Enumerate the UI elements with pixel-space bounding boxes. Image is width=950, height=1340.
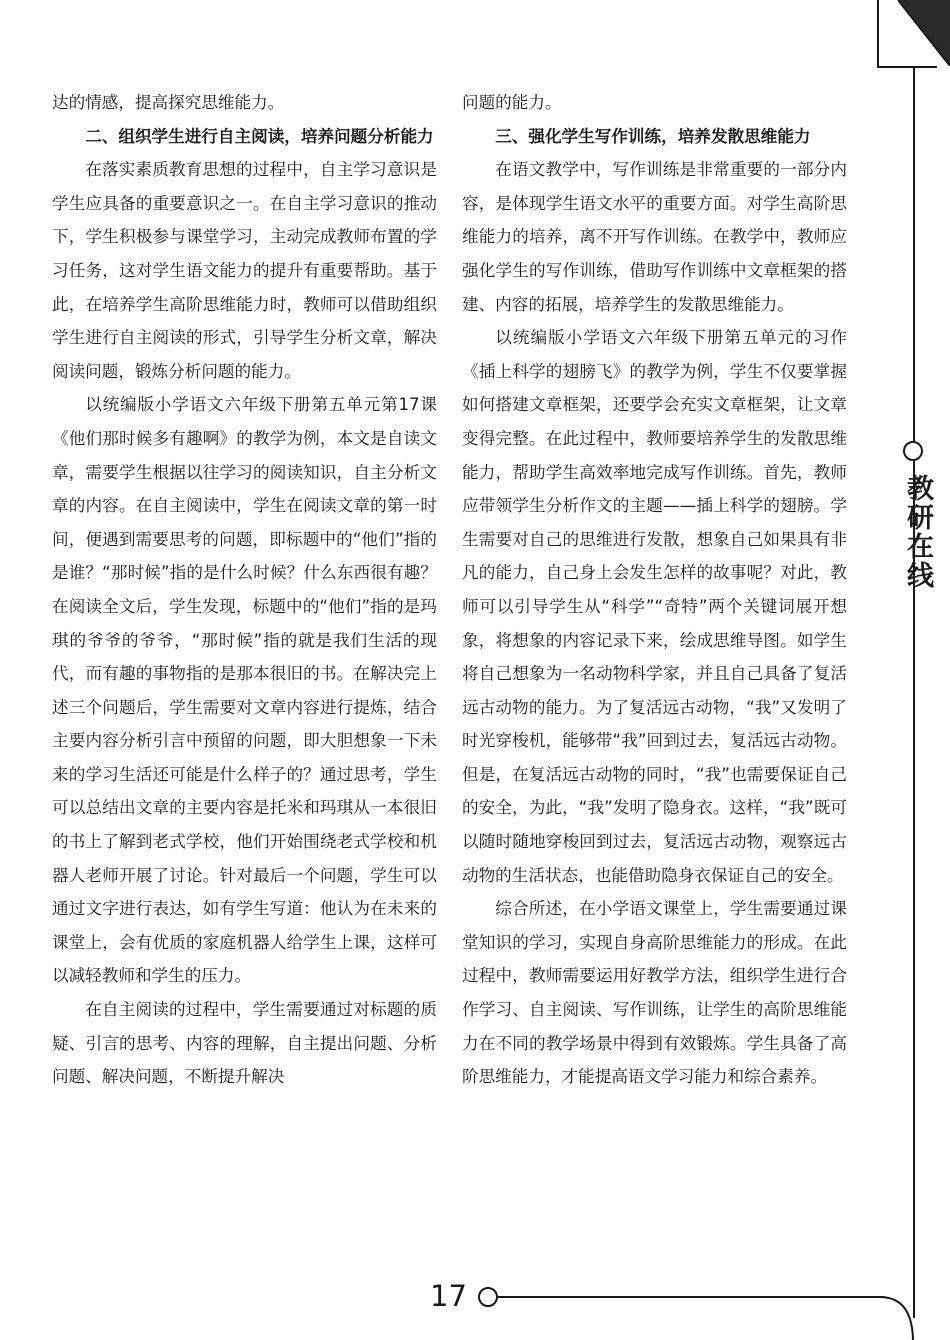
footer-rule <box>498 1296 884 1298</box>
paragraph: 在语文教学中，写作训练是非常重要的一部分内容，是体现学生语文水平的重要方面。对学生高阶思维能力的培养，离不开写作训练。在教学中，教师应强化学生的写作训练，借助写作训练中文章框架的搭建、内容的拓展，培养学生的发散思维能力。 <box>462 160 847 314</box>
paragraph: 以统编版小学语文六年级下册第五单元第17课《他们那时候多有趣啊》的教学为例，本文是自读文章，需要学生根据以往学习的阅读知识，自主分析文章的内容。在自主阅读中，学生在阅读文章的第一时间，便遇到需要思考的问题，即标题中的“他们”指的是谁？“那时候”指的是什么时候？什么东西很有趣？在阅读全文后，学生发现，标题中的“他们”指的是玛琪的爷爷的爷爷，“那时候”指的就是我们生活的现代，而有趣的事物指的是那本很旧的书。在解决完上述三个问题后，学生需要对文章内容进行提炼，结合主要内容分析引言中预留的问题，即大胆想象一下未来的学习生活还可能是什么样子的？通过思考，学生可以总结出文章的主要内容是托米和玛琪从一本很旧的书上了解到老式学校，他们开始围绕老式学校和机器人老师开展了讨论。针对最后一个问题，学生可以通过文字进行表达，如有学生写道：他认为在未来的课堂上，会有优质的家庭机器人给学生上课，这样可以减轻教师和学生的压力。 <box>52 395 437 986</box>
right-column <box>462 86 847 1094</box>
paragraph-continued: 达的情感，提高探究思维能力。 <box>52 93 285 112</box>
section-heading-3: 三、强化学生写作训练，培养发散思维能力 <box>495 126 811 146</box>
footer-circle-icon <box>478 1287 498 1307</box>
paragraph: 在自主阅读的过程中，学生需要通过对标题的质疑、引言的思考、内容的理解，自主提出问题、分析问题、解决问题，不断提升解决 <box>52 1000 437 1087</box>
footer-curve-icon <box>880 1296 916 1340</box>
left-column <box>52 86 437 1094</box>
paragraph-continued: 问题的能力。 <box>462 93 562 112</box>
paragraph: 以统编版小学语文六年级下册第五单元的习作《插上科学的翅膀飞》的教学为例，学生不仅要掌握如何搭建文章框架，还要学会充实文章框架，让文章变得完整。在此过程中，教师要培养学生的发散思维能力，帮助学生高效率地完成写作训练。首先，教师应带领学生分析作文的主题——插上科学的翅膀。学生需要对自己的思维进行发散，想象自己如果具有非凡的能力，自己身上会发生怎样的故事呢？对此，教师可以引导学生从“科学”“奇特”两个关键词展开想象，将想象的内容记录下来，绘成思维导图。如学生将自己想象为一名动物科学家，并且自己具备了复活远古动物的能力。为了复活远古动物，“我”又发明了时光穿梭机，能够带“我”回到过去，复活远古动物。但是，在复活远古动物的同时，“我”也需要保证自己的安全，为此，“我”发明了隐身衣。这样，“我”既可以随时随地穿梭回到过去，复活远古动物，观察远古动物的生活状态，也能借助隐身衣保证自己的安全。 <box>462 328 847 885</box>
page-number: 17 <box>430 1279 467 1313</box>
section-heading-2: 二、组织学生进行自主阅读，培养问题分析能力 <box>85 126 434 146</box>
margin-circle-icon <box>903 441 923 461</box>
margin-rule <box>913 68 915 1318</box>
corner-triangle-icon <box>898 0 950 66</box>
section-side-label: 教研在线 <box>902 474 933 590</box>
paragraph: 在落实素质教育思想的过程中，自主学习意识是学生应具备的重要意识之一。在自主学习意识的推动下，学生积极参与课堂学习，主动完成教师布置的学习任务，这对学生语文能力的提升有重要帮助。基于此，在培养学生高阶思维能力时，教师可以借助组织学生进行自主阅读的形式，引导学生分析文章，解决阅读问题，锻炼分析问题的能力。 <box>52 160 437 381</box>
paragraph: 综合所述，在小学语文课堂上，学生需要通过课堂知识的学习，实现自身高阶思维能力的形成。在此过程中，教师需要运用好教学方法，组织学生进行合作学习、自主阅读、写作训练，让学生的高阶思维能力在不同的教学场景中得到有效锻炼。学生具备了高阶思维能力，才能提高语文学习能力和综合素养。 <box>462 899 847 1087</box>
